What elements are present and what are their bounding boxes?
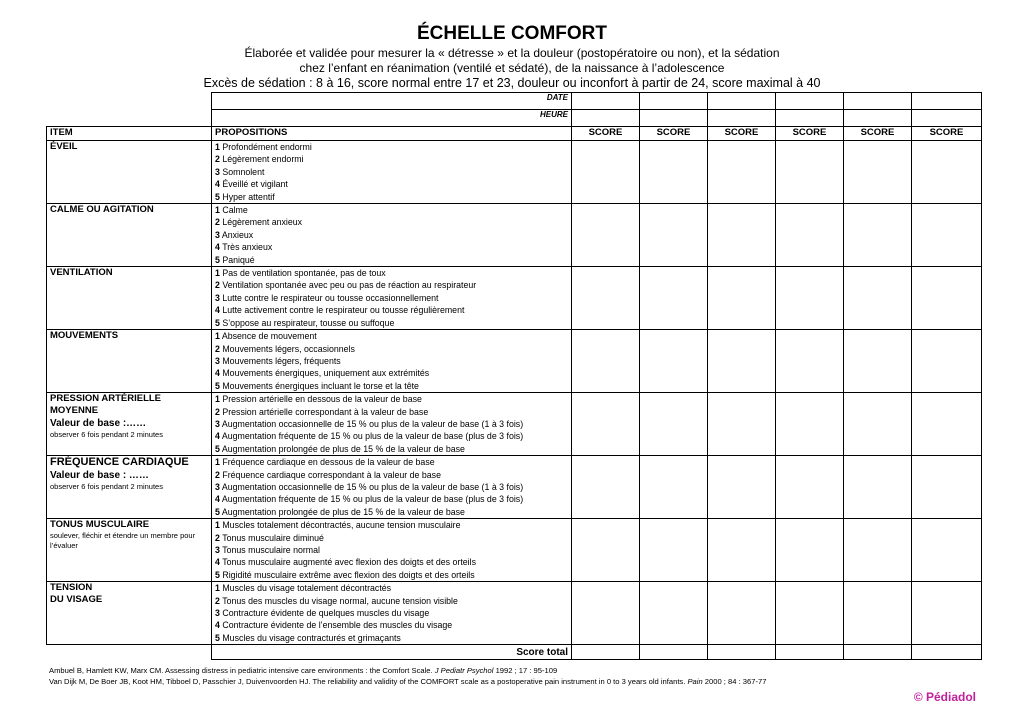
item-cell xyxy=(47,456,212,519)
col-header-propositions: PROPOSITIONS xyxy=(212,127,572,141)
date-cell[interactable] xyxy=(776,93,844,110)
proposition xyxy=(215,330,568,342)
proposition xyxy=(215,544,568,556)
reference-1-journal: J Pediatr Psychol xyxy=(434,666,494,675)
blank-corner xyxy=(47,645,212,660)
item-row xyxy=(47,330,982,393)
propositions-list xyxy=(215,393,568,455)
proposition xyxy=(215,532,568,544)
proposition xyxy=(215,519,568,531)
score-cell[interactable] xyxy=(572,267,640,330)
observation-note: observer 6 fois pendant 2 minutes xyxy=(50,482,163,492)
item-name: TENSION xyxy=(50,582,93,594)
score-cell[interactable] xyxy=(844,141,912,204)
score-total-cell[interactable] xyxy=(572,645,640,660)
proposition-number: 2 xyxy=(215,154,220,165)
proposition-number: 4 xyxy=(215,305,220,316)
heure-row xyxy=(47,110,982,127)
proposition-number: 5 xyxy=(215,569,220,580)
date-cell[interactable] xyxy=(708,93,776,110)
score-cell[interactable] xyxy=(776,330,844,393)
proposition-text: S’oppose au respirateur, tousse ou suffoque xyxy=(222,317,395,328)
proposition-text: Augmentation fréquente de 15 % ou plus de la valeur de base (plus de 3 fois) xyxy=(221,494,524,505)
proposition-number: 1 xyxy=(215,331,220,342)
col-header-score: SCORE xyxy=(640,127,708,141)
subtitle-line-2: chez l’enfant en réanimation (ventilé et sédaté), de la naissance à l’adolescence xyxy=(299,61,725,75)
score-cell[interactable] xyxy=(640,519,708,582)
heure-cell[interactable] xyxy=(572,110,640,127)
proposition-text: Absence de mouvement xyxy=(221,331,317,342)
score-cell[interactable] xyxy=(912,582,982,645)
proposition-number: 1 xyxy=(215,268,220,279)
col-header-score: SCORE xyxy=(912,127,982,141)
proposition xyxy=(215,569,568,581)
proposition xyxy=(215,191,568,203)
propositions-cell xyxy=(212,519,572,582)
item-cell xyxy=(47,204,212,267)
score-cell[interactable] xyxy=(708,393,776,456)
proposition-number: 3 xyxy=(215,229,220,240)
proposition-text: Muscles du visage contracturés et grimaçants xyxy=(222,632,401,643)
proposition-text: Augmentation prolongée de plus de 15 % de la valeur de base xyxy=(221,443,465,454)
proposition xyxy=(215,241,568,253)
proposition-text: Augmentation fréquente de 15 % ou plus de la valeur de base (plus de 3 fois) xyxy=(221,431,524,442)
proposition-number: 5 xyxy=(215,191,220,202)
pediadol-credit: © Pédiadol xyxy=(913,690,976,704)
item-cell xyxy=(47,267,212,330)
proposition xyxy=(215,367,568,379)
proposition xyxy=(215,343,568,355)
proposition-number: 2 xyxy=(215,595,220,606)
proposition-text: Ventilation spontanée avec peu ou pas de réaction au respirateur xyxy=(222,280,477,291)
proposition xyxy=(215,153,568,165)
date-cell[interactable] xyxy=(640,93,708,110)
item-name: MOUVEMENTS xyxy=(50,330,119,342)
score-cell[interactable] xyxy=(708,519,776,582)
proposition xyxy=(215,481,568,493)
proposition xyxy=(215,317,568,329)
propositions-list xyxy=(215,456,568,518)
proposition xyxy=(215,418,568,430)
score-cell[interactable] xyxy=(844,267,912,330)
proposition-text: Mouvements énergiques incluant le torse et la tête xyxy=(222,380,419,391)
proposition-text: Éveillé et vigilant xyxy=(222,179,288,190)
score-cell[interactable] xyxy=(912,519,982,582)
proposition-text: Anxieux xyxy=(221,229,254,240)
col-header-score: SCORE xyxy=(572,127,640,141)
proposition xyxy=(215,355,568,367)
item-row xyxy=(47,582,982,645)
sedation-thresholds: Excès de sédation : 8 à 16, score normal entre 17 et 23, douleur ou inconfort à partir de 24, score maximal à 40 xyxy=(203,76,821,90)
proposition-number: 3 xyxy=(215,355,220,366)
proposition-text: Fréquence cardiaque correspondant à la valeur de base xyxy=(222,469,441,480)
proposition-text: Somnolent xyxy=(222,166,265,177)
score-cell[interactable] xyxy=(844,393,912,456)
proposition xyxy=(215,619,568,631)
item-name: CALME OU AGITATION xyxy=(50,204,154,216)
item-name-line-2: DU VISAGE xyxy=(50,594,103,606)
col-header-item: ITEM xyxy=(47,127,212,141)
proposition xyxy=(215,229,568,241)
proposition-number: 4 xyxy=(215,368,220,379)
col-header-score: SCORE xyxy=(844,127,912,141)
blank-corner xyxy=(47,110,212,127)
proposition-number: 2 xyxy=(215,406,220,417)
proposition-text: Pression artérielle correspondant à la valeur de base xyxy=(222,406,429,417)
item-row xyxy=(47,141,982,204)
proposition-number: 4 xyxy=(215,242,220,253)
proposition-number: 3 xyxy=(215,418,220,429)
propositions-list xyxy=(215,582,568,644)
item-name-line-2: MOYENNE xyxy=(50,405,99,417)
column-header-row xyxy=(47,127,982,141)
proposition-number: 3 xyxy=(215,545,220,555)
date-cell[interactable] xyxy=(572,93,640,110)
score-cell[interactable] xyxy=(708,330,776,393)
proposition xyxy=(215,267,568,279)
proposition xyxy=(215,443,568,455)
proposition xyxy=(215,493,568,505)
proposition-number: 4 xyxy=(215,620,220,631)
proposition xyxy=(215,506,568,518)
proposition xyxy=(215,141,568,153)
item-cell xyxy=(47,393,212,456)
baseline-value-label: Valeur de base :…… xyxy=(50,418,147,430)
proposition-text: Augmentation prolongée de plus de 15 % de la valeur de base xyxy=(221,506,465,517)
score-cell[interactable] xyxy=(912,267,982,330)
score-cell[interactable] xyxy=(844,456,912,519)
proposition-text: Tonus musculaire augmenté avec flexion des doigts et des orteils xyxy=(222,557,476,568)
proposition-text: Mouvements légers, fréquents xyxy=(222,355,341,366)
score-cell[interactable] xyxy=(912,393,982,456)
score-cell[interactable] xyxy=(708,582,776,645)
proposition xyxy=(215,166,568,178)
score-cell[interactable] xyxy=(912,330,982,393)
proposition-number: 3 xyxy=(215,608,220,619)
proposition-text: Muscles totalement décontractés, aucune tension musculaire xyxy=(222,520,461,531)
score-cell[interactable] xyxy=(844,582,912,645)
date-cell[interactable] xyxy=(912,93,982,110)
propositions-cell xyxy=(212,330,572,393)
item-row xyxy=(47,519,982,582)
proposition xyxy=(215,430,568,442)
propositions-cell xyxy=(212,267,572,330)
score-cell[interactable] xyxy=(844,330,912,393)
proposition xyxy=(215,292,568,304)
reference-2-citation: 2000 ; 84 : 367-77 xyxy=(704,677,767,686)
proposition-number: 5 xyxy=(215,443,220,454)
score-cell[interactable] xyxy=(640,267,708,330)
proposition xyxy=(215,204,568,216)
score-cell[interactable] xyxy=(572,456,640,519)
score-cell[interactable] xyxy=(572,582,640,645)
proposition-text: Lutte activement contre le respirateur ou tousse régulièrement xyxy=(222,305,465,316)
reference-2-authors: Van Dijk M, De Boer JB, Koot HM, Tibboel D, Passchier J, Duivenvoorden HJ. The reliability and validity of the COMFORT scale as a postoperative pain instrument in 0 to 3 years old infants. xyxy=(49,677,686,686)
proposition-number: 4 xyxy=(215,431,220,442)
proposition xyxy=(215,595,568,607)
propositions-list xyxy=(215,204,568,266)
proposition-number: 5 xyxy=(215,632,220,643)
date-cell[interactable] xyxy=(844,93,912,110)
proposition-number: 1 xyxy=(215,142,220,152)
proposition-text: Tonus musculaire normal xyxy=(222,545,320,555)
score-cell[interactable] xyxy=(708,456,776,519)
heure-cell[interactable] xyxy=(776,110,844,127)
reference-1-citation: 1992 ; 17 : 95-109 xyxy=(495,666,558,675)
proposition-number: 3 xyxy=(215,166,220,177)
item-name: ÉVEIL xyxy=(50,141,78,152)
score-cell[interactable] xyxy=(708,141,776,204)
score-cell[interactable] xyxy=(572,519,640,582)
proposition xyxy=(215,556,568,568)
proposition-text: Légèrement anxieux xyxy=(222,217,303,228)
proposition xyxy=(215,406,568,418)
score-cell[interactable] xyxy=(776,204,844,267)
item-cell xyxy=(47,582,212,645)
score-cell[interactable] xyxy=(640,141,708,204)
observation-note: soulever, fléchir et étendre un membre pour l’évaluer xyxy=(50,531,196,551)
proposition-text: Mouvements énergiques, uniquement aux extrémités xyxy=(222,368,430,379)
score-cell[interactable] xyxy=(912,456,982,519)
proposition-text: Profondément endormi xyxy=(222,142,312,152)
score-cell[interactable] xyxy=(640,204,708,267)
proposition-number: 5 xyxy=(215,317,220,328)
score-total-cell[interactable] xyxy=(708,645,776,660)
item-row xyxy=(47,393,982,456)
propositions-cell xyxy=(212,456,572,519)
heure-cell[interactable] xyxy=(912,110,982,127)
item-row xyxy=(47,456,982,519)
score-total-cell[interactable] xyxy=(844,645,912,660)
comfort-scale-table xyxy=(46,92,982,660)
proposition-number: 4 xyxy=(215,557,220,568)
propositions-cell xyxy=(212,393,572,456)
col-header-score: SCORE xyxy=(776,127,844,141)
proposition-number: 2 xyxy=(215,280,220,291)
proposition-number: 1 xyxy=(215,205,220,216)
heure-cell[interactable] xyxy=(640,110,708,127)
proposition-text: Contracture évidente de quelques muscles du visage xyxy=(222,608,430,619)
date-row xyxy=(47,93,982,110)
score-cell[interactable] xyxy=(776,582,844,645)
score-cell[interactable] xyxy=(572,330,640,393)
item-row xyxy=(47,267,982,330)
item-row xyxy=(47,204,982,267)
proposition xyxy=(215,607,568,619)
propositions-list xyxy=(215,267,568,329)
score-cell[interactable] xyxy=(708,267,776,330)
proposition-text: Fréquence cardiaque en dessous de la valeur de base xyxy=(222,457,435,468)
score-cell[interactable] xyxy=(572,204,640,267)
proposition-number: 5 xyxy=(215,254,220,265)
score-total-cell[interactable] xyxy=(776,645,844,660)
heure-cell[interactable] xyxy=(844,110,912,127)
proposition-text: Pression artérielle en dessous de la valeur de base xyxy=(222,394,422,405)
score-cell[interactable] xyxy=(708,204,776,267)
propositions-list xyxy=(215,141,568,203)
blank-corner xyxy=(47,93,212,110)
proposition-number: 3 xyxy=(215,481,220,492)
proposition-text: Augmentation occasionnelle de 15 % ou plus de la valeur de base (1 à 3 fois) xyxy=(221,418,524,429)
score-cell[interactable] xyxy=(912,204,982,267)
score-total-label: Score total xyxy=(212,645,572,660)
reference-2-journal: Pain xyxy=(687,677,703,686)
proposition-number: 1 xyxy=(215,457,220,468)
proposition xyxy=(215,254,568,266)
baseline-value-label: Valeur de base : …… xyxy=(50,470,149,482)
subtitle-line-1: Élaborée et validée pour mesurer la « détresse » et la douleur (postopératoire ou non), et la sédation xyxy=(244,46,780,60)
score-cell[interactable] xyxy=(776,456,844,519)
score-cell[interactable] xyxy=(640,393,708,456)
proposition xyxy=(215,456,568,468)
score-cell[interactable] xyxy=(844,519,912,582)
heure-cell[interactable] xyxy=(708,110,776,127)
proposition-text: Mouvements légers, occasionnels xyxy=(222,343,355,354)
proposition xyxy=(215,279,568,291)
proposition-number: 4 xyxy=(215,179,220,190)
item-cell xyxy=(47,141,212,204)
proposition-text: Légèrement endormi xyxy=(222,154,304,165)
proposition xyxy=(215,380,568,392)
item-name: TONUS MUSCULAIRE xyxy=(50,519,150,531)
references xyxy=(49,665,766,687)
score-total-cell[interactable] xyxy=(640,645,708,660)
proposition-number: 4 xyxy=(215,494,220,505)
heure-label: HEURE xyxy=(212,110,572,127)
score-cell[interactable] xyxy=(640,330,708,393)
score-cell[interactable] xyxy=(640,456,708,519)
item-name: VENTILATION xyxy=(50,267,113,279)
score-total-row xyxy=(47,645,982,660)
proposition xyxy=(215,582,568,594)
proposition-text: Très anxieux xyxy=(222,242,273,253)
observation-note: observer 6 fois pendant 2 minutes xyxy=(50,430,163,440)
score-total-cell[interactable] xyxy=(912,645,982,660)
score-cell[interactable] xyxy=(776,519,844,582)
page-title: ÉCHELLE COMFORT xyxy=(417,23,607,44)
proposition xyxy=(215,393,568,405)
propositions-list xyxy=(215,330,568,392)
score-cell[interactable] xyxy=(776,267,844,330)
proposition-number: 3 xyxy=(215,292,220,303)
score-cell[interactable] xyxy=(572,141,640,204)
proposition-text: Calme xyxy=(222,205,248,216)
col-header-score: SCORE xyxy=(708,127,776,141)
item-cell xyxy=(47,330,212,393)
proposition-text: Tonus musculaire diminué xyxy=(222,532,324,543)
proposition xyxy=(215,632,568,644)
proposition-number: 1 xyxy=(215,520,220,531)
reference-2 xyxy=(49,676,766,687)
proposition-text: Lutte contre le respirateur ou tousse occasionnellement xyxy=(222,292,439,303)
proposition-number: 1 xyxy=(215,583,220,594)
propositions-cell xyxy=(212,582,572,645)
proposition-number: 2 xyxy=(215,217,220,228)
proposition xyxy=(215,469,568,481)
proposition-number: 5 xyxy=(215,506,220,517)
proposition xyxy=(215,304,568,316)
score-cell[interactable] xyxy=(776,393,844,456)
score-cell[interactable] xyxy=(640,582,708,645)
score-cell[interactable] xyxy=(844,204,912,267)
proposition xyxy=(215,178,568,190)
proposition-text: Hyper attentif xyxy=(222,191,275,202)
proposition-number: 2 xyxy=(215,469,220,480)
proposition-text: Tonus des muscles du visage normal, aucune tension visible xyxy=(222,595,458,606)
score-cell[interactable] xyxy=(776,141,844,204)
propositions-cell xyxy=(212,141,572,204)
reference-1 xyxy=(49,665,766,676)
item-cell xyxy=(47,519,212,582)
proposition-text: Muscles du visage totalement décontractés xyxy=(222,583,392,594)
proposition-number: 2 xyxy=(215,532,220,543)
proposition-number: 2 xyxy=(215,343,220,354)
score-cell[interactable] xyxy=(912,141,982,204)
item-name: PRESSION ARTÉRIELLE xyxy=(50,393,162,405)
date-label: DATE xyxy=(212,93,572,110)
document-header xyxy=(0,22,1024,91)
propositions-list xyxy=(215,519,568,581)
proposition xyxy=(215,216,568,228)
score-cell[interactable] xyxy=(572,393,640,456)
propositions-cell xyxy=(212,204,572,267)
proposition-text: Contracture évidente de l’ensemble des muscles du visage xyxy=(222,620,453,631)
proposition-number: 5 xyxy=(215,380,220,391)
item-name: FRÉQUENCE CARDIAQUE xyxy=(50,456,189,469)
proposition-text: Augmentation occasionnelle de 15 % ou plus de la valeur de base (1 à 3 fois) xyxy=(221,481,524,492)
proposition-text: Pas de ventilation spontanée, pas de toux xyxy=(222,268,386,279)
proposition-text: Rigidité musculaire extrême avec flexion des doigts et des orteils xyxy=(222,569,475,580)
proposition-text: Paniqué xyxy=(222,254,255,265)
reference-1-authors: Ambuel B, Hamlett KW, Marx CM. Assessing distress in pediatric intensive care environments : the Comfort Scale. xyxy=(49,666,433,675)
proposition-number: 1 xyxy=(215,394,220,405)
